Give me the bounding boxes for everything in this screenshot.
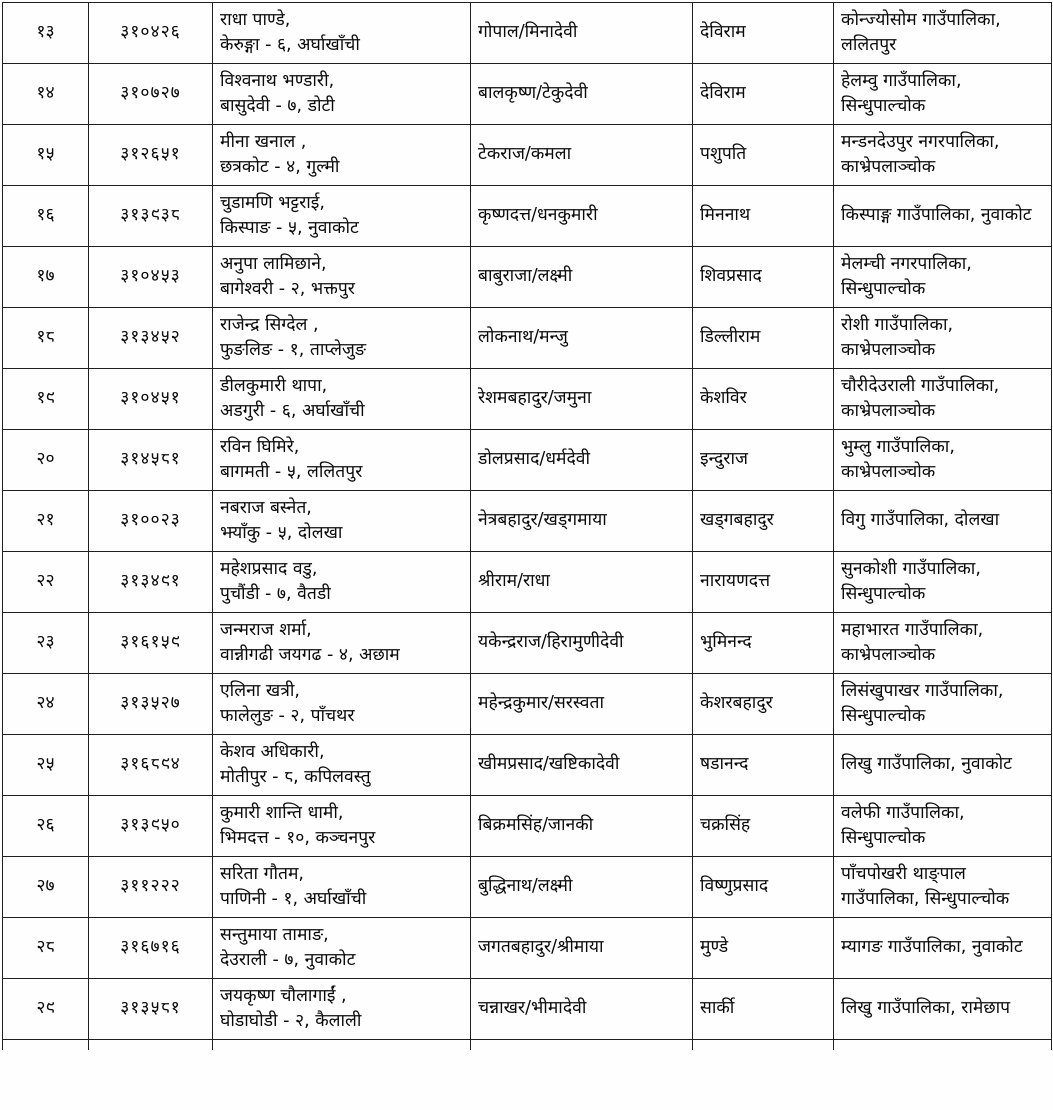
registration-number: ३१०७२७ [120, 83, 181, 104]
table-row [3, 3, 1052, 64]
registration-number-cell [89, 247, 213, 308]
name-address-cell [213, 796, 471, 857]
parents-names-cell [471, 491, 693, 552]
municipality-district: म्यागङ गाउँपालिका, नुवाकोट [841, 937, 1023, 958]
person-address: अडगुरी - ६, अर्घाखाँची [220, 401, 365, 421]
serial-number: २६ [36, 815, 55, 836]
registration-number: ३१००२३ [120, 510, 181, 531]
table-row [3, 186, 1052, 247]
name-address-cell [213, 979, 471, 1040]
name-address-cell [213, 674, 471, 735]
municipality-district-cell [834, 979, 1052, 1040]
person-address: केरुङ्गा - ६, अर्घाखाँची [220, 35, 360, 55]
grandfather-name-cell [693, 186, 834, 247]
municipality-district: कोन्ज्योसोम गाउँपालिका, ललितपुर [841, 9, 1001, 55]
municipality-district-cell [834, 3, 1052, 64]
name-address-cell [213, 64, 471, 125]
registration-number: ३१६१५९ [120, 632, 181, 653]
grandfather-name-cell [693, 3, 834, 64]
serial-number: २९ [36, 998, 55, 1019]
serial-number: २८ [36, 937, 55, 958]
name-address-cell [213, 369, 471, 430]
municipality-district: मन्डनदेउपुर नगरपालिका, काभ्रेपलाञ्चोक [841, 131, 1000, 177]
person-name: राजेन्द्र सिग्देल , [220, 314, 319, 335]
parents-names: नेत्रबहादुर/खड्गमाया [478, 510, 607, 531]
serial-number: २० [36, 449, 55, 470]
serial-number-cell [3, 796, 89, 857]
parents-names: बिक्रमसिंह/जानकी [478, 815, 594, 836]
registration-number-cell [89, 674, 213, 735]
grandfather-name-cell [693, 552, 834, 613]
registration-number: ३१०४२६ [120, 22, 181, 43]
municipality-district-cell [834, 369, 1052, 430]
parents-names-cell [471, 308, 693, 369]
grandfather-name: देविराम [700, 83, 746, 104]
parents-names-cell [471, 186, 693, 247]
table-row [3, 674, 1052, 735]
municipality-district-cell [834, 430, 1052, 491]
serial-number-cell [3, 369, 89, 430]
registration-number: ३१३९५० [120, 815, 181, 836]
registration-number: ३१३५२७ [120, 693, 181, 714]
municipality-district: भुम्लु गाउँपालिका, काभ्रेपलाञ्चोक [841, 436, 955, 482]
grandfather-name-cell [693, 613, 834, 674]
registration-number-cell [89, 796, 213, 857]
empty-cell [213, 1040, 471, 1050]
grandfather-name: केशरबहादुर [700, 693, 773, 714]
municipality-district: सुनकोशी गाउँपालिका, सिन्धुपाल्चोक [841, 558, 981, 604]
table-row [3, 430, 1052, 491]
person-address: वान्नीगढी जयगढ - ४, अछाम [220, 645, 400, 665]
person-name: जन्मराज शर्मा, [220, 619, 312, 640]
parents-names: लोकनाथ/मन्जु [478, 327, 568, 348]
empty-cell [3, 1040, 89, 1050]
parents-names-cell [471, 796, 693, 857]
municipality-district: वलेफी गाउँपालिका, सिन्धुपाल्चोक [841, 802, 965, 848]
person-address: घोडाघोडी - २, कैलाली [220, 1011, 362, 1031]
grandfather-name-cell [693, 674, 834, 735]
serial-number: १९ [36, 388, 55, 409]
person-address: छत्रकोट - ४, गुल्मी [220, 157, 340, 177]
serial-number: १४ [36, 83, 55, 104]
table-row [3, 857, 1052, 918]
registration-number: ३१२६५१ [120, 144, 181, 165]
empty-cell [471, 1040, 693, 1050]
name-address-cell [213, 491, 471, 552]
parents-names: चन्नाखर/भीमादेवी [478, 998, 587, 1019]
serial-number: २१ [36, 510, 55, 531]
registration-number-cell [89, 613, 213, 674]
serial-number-cell [3, 613, 89, 674]
parents-names-cell [471, 857, 693, 918]
serial-number-cell [3, 674, 89, 735]
municipality-district-cell [834, 491, 1052, 552]
registration-number-cell [89, 430, 213, 491]
serial-number: १६ [36, 205, 55, 226]
grandfather-name: सार्की [700, 998, 735, 1019]
serial-number: २३ [36, 632, 55, 653]
grandfather-name-cell [693, 369, 834, 430]
serial-number: २५ [36, 754, 55, 775]
parents-names: महेन्द्रकुमार/सरस्वता [478, 693, 604, 714]
serial-number: २७ [36, 876, 55, 897]
table-row [3, 979, 1052, 1040]
parents-names: गोपाल/मिनादेवी [478, 22, 578, 43]
parents-names: टेकराज/कमला [478, 144, 572, 165]
name-address-cell [213, 3, 471, 64]
grandfather-name-cell [693, 735, 834, 796]
grandfather-name: देविराम [700, 22, 746, 43]
parents-names-cell [471, 430, 693, 491]
parents-names: रेशमबहादुर/जमुना [478, 388, 592, 409]
grandfather-name: मिननाथ [700, 205, 751, 226]
name-address-cell [213, 308, 471, 369]
parents-names-cell [471, 674, 693, 735]
municipality-district-cell [834, 125, 1052, 186]
serial-number-cell [3, 552, 89, 613]
name-address-cell [213, 186, 471, 247]
registration-number: ३१०४५३ [120, 266, 181, 287]
person-name: सरिता गौतम, [220, 863, 304, 884]
municipality-district-cell [834, 796, 1052, 857]
grandfather-name-cell [693, 979, 834, 1040]
registration-number-cell [89, 491, 213, 552]
grandfather-name: केशविर [700, 388, 747, 409]
name-address-cell [213, 552, 471, 613]
person-name: कुमारी शान्ति धामी, [220, 802, 344, 823]
serial-number-cell [3, 857, 89, 918]
serial-number: १७ [36, 266, 55, 287]
person-name: सन्तुमाया तामाङ, [220, 924, 329, 945]
grandfather-name: खड्गबहादुर [700, 510, 774, 531]
municipality-district: किस्पाङ्ग गाउँपालिका, नुवाकोट [841, 205, 1032, 226]
person-address: बागेश्वरी - २, भक्तपुर [220, 279, 355, 299]
grandfather-name-cell [693, 64, 834, 125]
registration-number: ३१३४५२ [120, 327, 181, 348]
registration-number-cell [89, 735, 213, 796]
table-row [3, 64, 1052, 125]
name-address-cell [213, 247, 471, 308]
table-row [3, 918, 1052, 979]
parents-names-cell [471, 369, 693, 430]
serial-number-cell [3, 247, 89, 308]
person-name: महेशप्रसाद वडु, [220, 558, 318, 579]
registration-number-cell [89, 369, 213, 430]
municipality-district: महाभारत गाउँपालिका, काभ्रेपलाञ्चोक [841, 619, 984, 665]
municipality-district-cell [834, 918, 1052, 979]
person-name: अनुपा लामिछाने, [220, 253, 327, 274]
parents-names-cell [471, 552, 693, 613]
table-row [3, 491, 1052, 552]
municipality-district: विगु गाउँपालिका, दोलखा [841, 510, 1000, 531]
registration-number-cell [89, 918, 213, 979]
serial-number: २२ [36, 571, 55, 592]
parents-names: खीमप्रसाद/खष्टिकादेवी [478, 754, 620, 775]
municipality-district: चौरीदेउराली गाउँपालिका, काभ्रेपलाञ्चोक [841, 375, 1000, 421]
person-name: विश्वनाथ भण्डारी, [220, 70, 335, 91]
registration-number: ३१३९३८ [120, 205, 181, 226]
table-row [3, 247, 1052, 308]
parents-names: कृष्णदत्त/धनकुमारी [478, 205, 598, 226]
registration-number-cell [89, 552, 213, 613]
registration-number: ३१०४५१ [120, 388, 181, 409]
grandfather-name-cell [693, 857, 834, 918]
grandfather-name-cell [693, 125, 834, 186]
table-row [3, 308, 1052, 369]
grandfather-name: मुण्डे [700, 937, 729, 958]
grandfather-name: इन्दुराज [700, 449, 748, 470]
registration-number-cell [89, 125, 213, 186]
parents-names-cell [471, 247, 693, 308]
grandfather-name: डिल्लीराम [700, 327, 761, 348]
registration-number-cell [89, 979, 213, 1040]
municipality-district: रोशी गाउँपालिका, काभ्रेपलाञ्चोक [841, 314, 954, 360]
municipality-district-cell [834, 247, 1052, 308]
person-name: नबराज बस्नेत, [220, 497, 312, 518]
grandfather-name-cell [693, 430, 834, 491]
registration-number: ३१३४९१ [120, 571, 181, 592]
table-row [3, 613, 1052, 674]
grandfather-name: नारायणदत्त [700, 571, 771, 592]
person-name: मीना खनाल , [220, 131, 307, 152]
partial-next-row [3, 1040, 1052, 1050]
parents-names: बालकृष्ण/टेकुदेवी [478, 83, 588, 104]
serial-number-cell [3, 430, 89, 491]
name-address-cell [213, 430, 471, 491]
serial-number-cell [3, 308, 89, 369]
person-name: एलिना खत्री, [220, 680, 300, 701]
person-name: डीलकुमारी थापा, [220, 375, 328, 396]
serial-number-cell [3, 979, 89, 1040]
registration-number: ३१४५८१ [120, 449, 181, 470]
parents-names: बुद्धिनाथ/लक्ष्मी [478, 876, 573, 897]
municipality-district-cell [834, 613, 1052, 674]
serial-number-cell [3, 125, 89, 186]
grandfather-name: पशुपति [700, 144, 747, 165]
registration-number-cell [89, 308, 213, 369]
name-address-cell [213, 735, 471, 796]
municipality-district-cell [834, 674, 1052, 735]
person-address: पुचौंडी - ७, वैतडी [220, 584, 331, 604]
name-address-cell [213, 918, 471, 979]
serial-number-cell [3, 64, 89, 125]
municipality-district-cell [834, 857, 1052, 918]
grandfather-name-cell [693, 491, 834, 552]
name-address-cell [213, 613, 471, 674]
parents-names: यकेन्द्रराज/हिरामुणीदेवी [478, 632, 624, 653]
grandfather-name-cell [693, 918, 834, 979]
parents-names-cell [471, 613, 693, 674]
person-name: जयकृष्ण चौलागाईं , [220, 985, 347, 1006]
empty-cell [834, 1040, 1052, 1050]
grandfather-name: विष्णुप्रसाद [700, 876, 769, 897]
serial-number-cell [3, 735, 89, 796]
registration-number: ३११२२२ [120, 876, 181, 897]
serial-number-cell [3, 186, 89, 247]
person-address: फुङलिङ - १, ताप्लेजुङ [220, 340, 367, 360]
registration-number: ३१६७१६ [120, 937, 181, 958]
grandfather-name-cell [693, 796, 834, 857]
grandfather-name: भुमिनन्द [700, 632, 752, 653]
registration-number-cell [89, 3, 213, 64]
municipality-district-cell [834, 186, 1052, 247]
serial-number: १८ [36, 327, 55, 348]
municipality-district: लिसंखुपाखर गाउँपालिका, सिन्धुपाल्चोक [841, 680, 1004, 726]
person-address: झ्याँकु - ५, दोलखा [220, 523, 343, 543]
municipality-district: मेलम्ची नगरपालिका, सिन्धुपाल्चोक [841, 253, 972, 299]
parents-names-cell [471, 735, 693, 796]
parents-names: बाबुराजा/लक्ष्मी [478, 266, 573, 287]
empty-cell [693, 1040, 834, 1050]
person-address: देउराली - ७, नुवाकोट [220, 950, 356, 970]
table-row [3, 552, 1052, 613]
municipality-district-cell [834, 64, 1052, 125]
person-address: पाणिनी - १, अर्घाखाँची [220, 889, 367, 909]
grandfather-name: शिवप्रसाद [700, 266, 762, 287]
parents-names-cell [471, 918, 693, 979]
registration-number: ३१६८९४ [120, 754, 181, 775]
grandfather-name: चक्रसिंह [700, 815, 751, 836]
municipality-district-cell [834, 735, 1052, 796]
person-address: भिमदत्त - १०, कञ्चनपुर [220, 828, 376, 848]
registration-number: ३१३५८१ [120, 998, 181, 1019]
person-address: किस्पाङ - ५, नुवाकोट [220, 218, 359, 238]
registration-number-cell [89, 186, 213, 247]
parents-names: जगतबहादुर/श्रीमाया [478, 937, 604, 958]
person-name: केशव अधिकारी, [220, 741, 325, 762]
serial-number-cell [3, 3, 89, 64]
person-address: बागमती - ५, ललितपुर [220, 462, 363, 482]
registration-number-cell [89, 64, 213, 125]
person-address: बासुदेवी - ७, डोटी [220, 96, 335, 116]
parents-names: डोलप्रसाद/धर्मदेवी [478, 449, 591, 470]
table-row [3, 125, 1052, 186]
name-address-cell [213, 125, 471, 186]
parents-names: श्रीराम/राधा [478, 571, 550, 592]
records-table-body [3, 3, 1052, 1050]
municipality-district: हेलम्वु गाउँपालिका, सिन्धुपाल्चोक [841, 70, 962, 116]
grandfather-name-cell [693, 308, 834, 369]
serial-number-cell [3, 491, 89, 552]
municipality-district: लिखु गाउँपालिका, रामेछाप [841, 998, 1011, 1019]
name-address-cell [213, 857, 471, 918]
person-name: राधा पाण्डे, [220, 9, 291, 30]
grandfather-name: षडानन्द [700, 754, 749, 775]
municipality-district: पाँचपोखरी थाङ्पाल गाउँपालिका, सिन्धुपाल्चोक [841, 863, 1010, 909]
table-row [3, 735, 1052, 796]
table-row [3, 796, 1052, 857]
municipality-district-cell [834, 552, 1052, 613]
parents-names-cell [471, 3, 693, 64]
serial-number-cell [3, 918, 89, 979]
table-row [3, 369, 1052, 430]
person-name: चुडामणि भट्टराई, [220, 192, 325, 213]
serial-number: २४ [36, 693, 55, 714]
person-name: रविन घिमिरे, [220, 436, 300, 457]
records-table [2, 2, 1052, 1050]
serial-number: १५ [36, 144, 55, 165]
registration-number-cell [89, 857, 213, 918]
parents-names-cell [471, 979, 693, 1040]
grandfather-name-cell [693, 247, 834, 308]
parents-names-cell [471, 64, 693, 125]
person-address: फालेलुङ - २, पाँचथर [220, 706, 355, 726]
parents-names-cell [471, 125, 693, 186]
municipality-district: लिखु गाउँपालिका, नुवाकोट [841, 754, 1012, 775]
person-address: मोतीपुर - ८, कपिलवस्तु [220, 767, 371, 787]
empty-cell [89, 1040, 213, 1050]
municipality-district-cell [834, 308, 1052, 369]
serial-number: १३ [36, 22, 55, 43]
